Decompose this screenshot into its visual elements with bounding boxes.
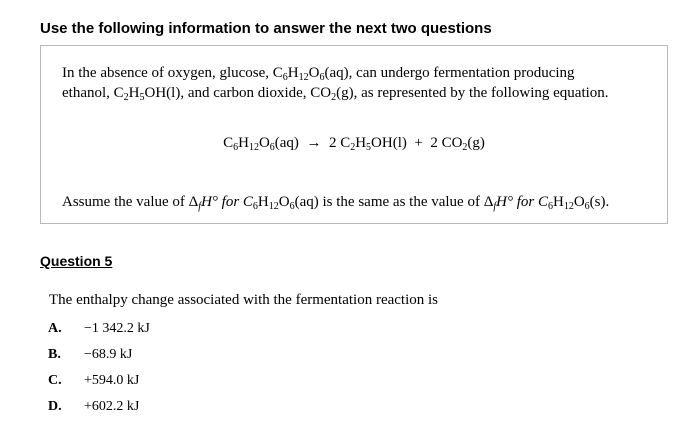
subscript: 2 [331, 92, 337, 103]
question-title: Question 5 [40, 253, 113, 269]
subscript: 12 [298, 72, 309, 83]
text-run: H [287, 65, 299, 81]
arrow-icon: → [306, 135, 322, 151]
option-a[interactable] [48, 321, 150, 347]
subscript: 5 [139, 92, 145, 103]
text-run: In the absence of oxygen, glucose, C [62, 65, 283, 81]
option-letter: C. [48, 373, 62, 388]
text-run: ethanol, C [62, 85, 124, 101]
info-paragraph [62, 63, 662, 103]
info-box [40, 45, 668, 224]
answer-options [48, 321, 150, 425]
option-value: −68.9 kJ [84, 347, 133, 362]
option-value: +594.0 kJ [84, 373, 140, 388]
text-run: H [128, 85, 140, 101]
option-d[interactable] [48, 399, 150, 425]
subscript: 2 [123, 92, 129, 103]
option-value: +602.2 kJ [84, 399, 140, 414]
subscript: 6 [282, 72, 288, 83]
text-run: O [308, 65, 320, 81]
option-b[interactable] [48, 347, 150, 373]
assumption-text: Assume the value of $\Delta_fH^\circ$ for $C_6H_{12}O_6(aq)$ is the same as the value of $\Delta_fH^\circ$ for $C_6H_{12}O_6(s)$. [62, 194, 610, 212]
section-heading: Use the following information to answer the next two questions [40, 20, 492, 37]
option-letter: D. [48, 399, 62, 414]
text-run: OH(l), and carbon dioxide, CO [144, 85, 332, 101]
option-c[interactable] [48, 373, 150, 399]
subscript: 6 [319, 72, 325, 83]
text-run: (aq), can undergo fermentation producing [324, 65, 575, 81]
reaction-equation: $C_6H_{12}O_6(aq) \to 2$ $C_2H_5OH(l) + 2$ $CO_2(g)$ [223, 135, 485, 153]
question-text: The enthalpy change associated with the fermentation reaction is [49, 292, 439, 308]
option-value: −1 342.2 kJ [84, 321, 150, 336]
option-letter: B. [48, 347, 61, 362]
text-run: (g), as represented by the following equation. [336, 85, 609, 101]
option-letter: A. [48, 321, 62, 336]
